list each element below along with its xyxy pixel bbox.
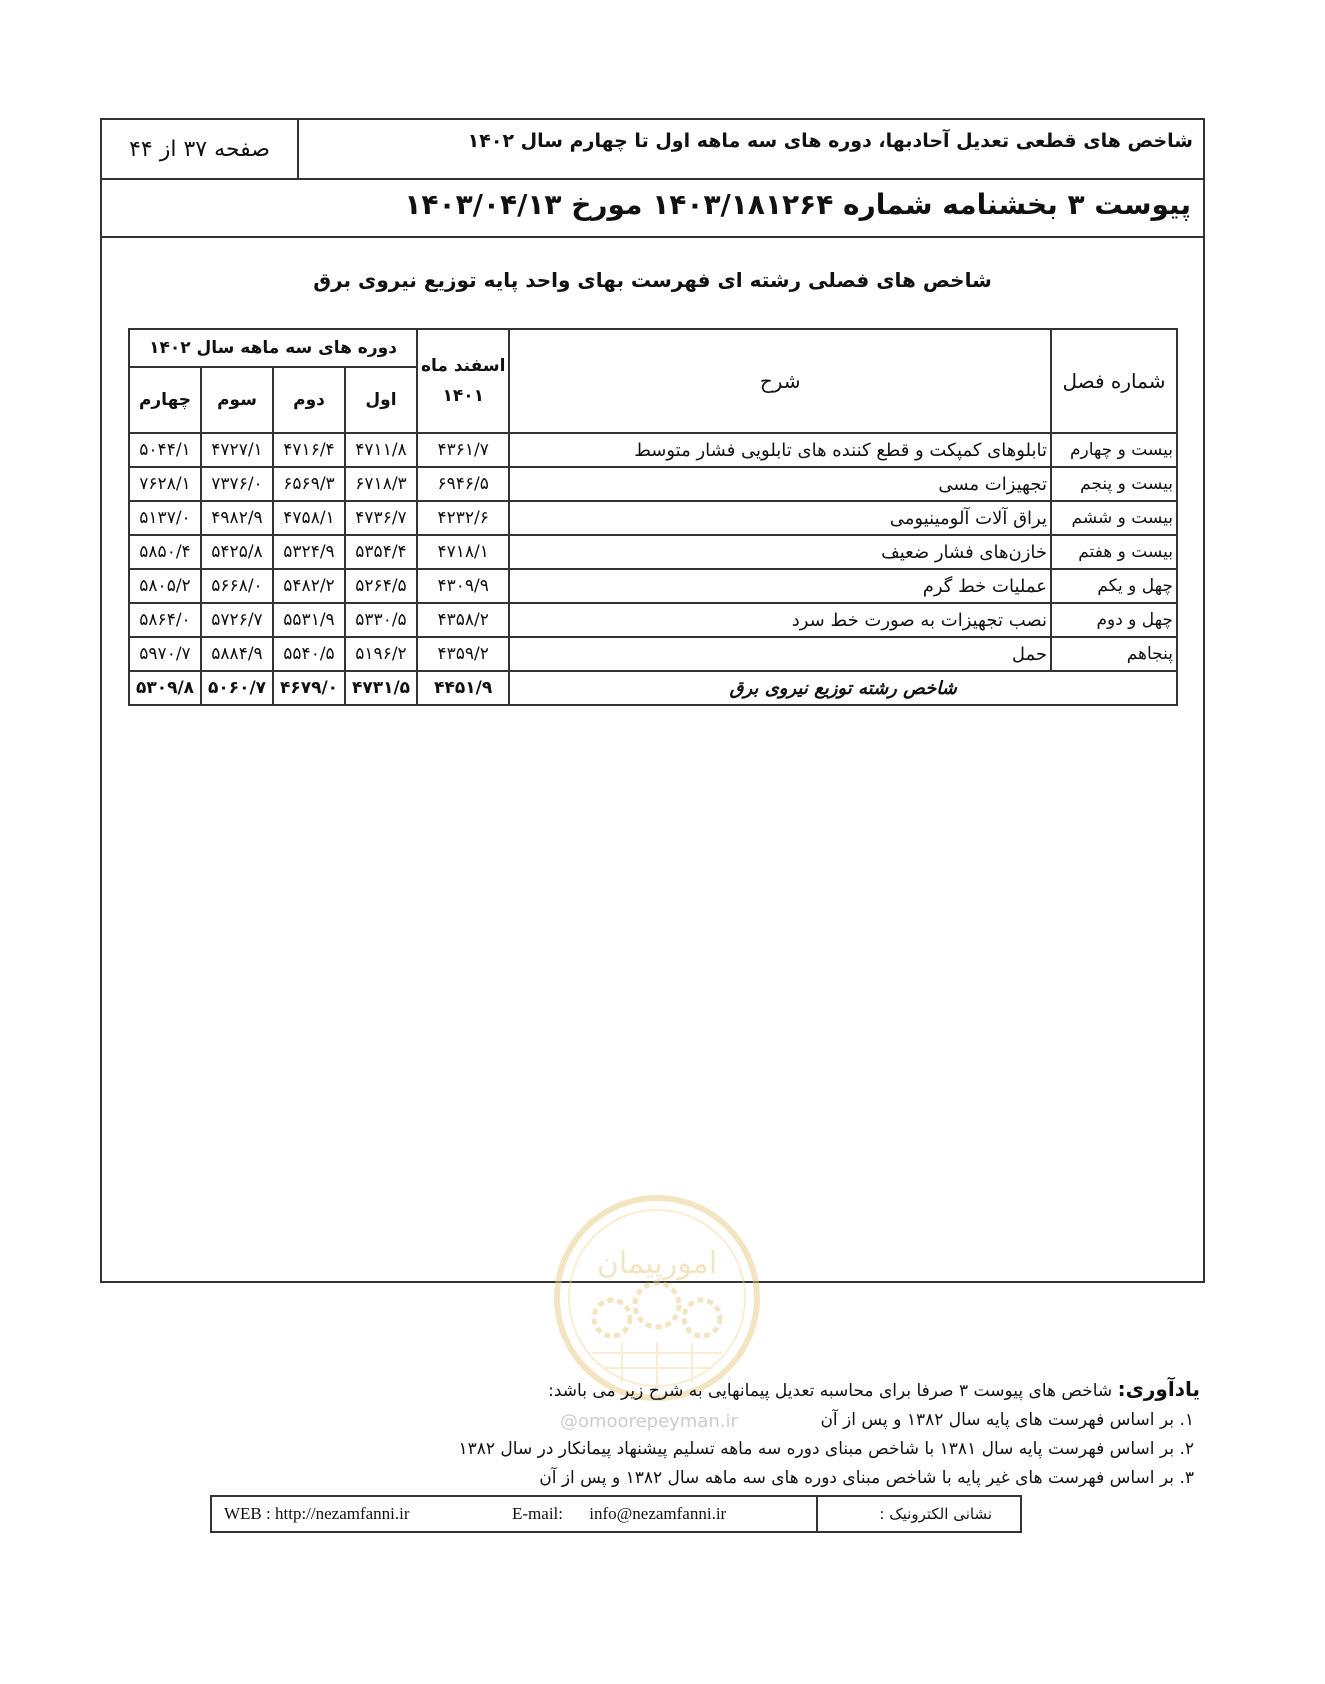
table-row bbox=[129, 535, 1177, 569]
cell-base: ۶۹۴۶/۵ bbox=[417, 467, 509, 501]
cell-q4: ۷۶۲۸/۱ bbox=[129, 467, 201, 501]
notes-intro: شاخص های پیوست ۳ صرفا برای محاسبه تعدیل پیمانهایی به شرح زیر می باشد: bbox=[548, 1381, 1113, 1401]
table-header-row bbox=[129, 329, 1177, 367]
cell-chapter: چهل و دوم bbox=[1051, 603, 1177, 637]
col-header-base-line2: ۱۴۰۱ bbox=[442, 386, 484, 406]
table-row bbox=[129, 467, 1177, 501]
cell-description: نصب تجهیزات به صورت خط سرد bbox=[509, 603, 1051, 637]
annex-title: پیوست ۳ بخشنامه شماره ۱۴۰۳/۱۸۱۲۶۴ مورخ ۱۴۰۳/۰۴/۱۳ bbox=[404, 188, 1191, 221]
cell-q3: ۴۹۸۲/۹ bbox=[201, 501, 273, 535]
col-header-q2: دوم bbox=[273, 367, 345, 433]
cell-description: تجهیزات مسی bbox=[509, 467, 1051, 501]
cell-total-q2: ۴۶۷۹/۰ bbox=[273, 671, 345, 705]
annex-row bbox=[102, 180, 1203, 238]
cell-description: تابلوهای کمپکت و قطع کننده های تابلویی فشار متوسط bbox=[509, 433, 1051, 467]
cell-q4: ۵۸۵۰/۴ bbox=[129, 535, 201, 569]
cell-chapter: بیست و هفتم bbox=[1051, 535, 1177, 569]
cell-q3: ۵۸۸۴/۹ bbox=[201, 637, 273, 671]
note-item: ۲. بر اساس فهرست پایه سال ۱۳۸۱ با شاخص مبنای دوره سه ماهه تسلیم پیشنهاد پیمانکار در سال ۱۳۸۲ bbox=[458, 1439, 1194, 1459]
table-row bbox=[129, 637, 1177, 671]
note-item: ۳. بر اساس فهرست های غیر پایه با شاخص مبنای دوره های سه ماهه سال ۱۳۸۲ و پس از آن bbox=[539, 1468, 1194, 1488]
cell-q2: ۵۵۴۰/۵ bbox=[273, 637, 345, 671]
cell-description: یراق آلات آلومینیومی bbox=[509, 501, 1051, 535]
col-header-base bbox=[417, 329, 509, 433]
cell-q4: ۵۸۶۴/۰ bbox=[129, 603, 201, 637]
col-header-base-line1: اسفند ماه bbox=[421, 356, 506, 376]
page-number: صفحه ۳۷ از ۴۴ bbox=[102, 120, 299, 178]
cell-chapter: بیست و ششم bbox=[1051, 501, 1177, 535]
col-header-q3: سوم bbox=[201, 367, 273, 433]
notes-label: یادآوری: bbox=[1117, 1377, 1200, 1401]
cell-q1: ۵۳۵۴/۴ bbox=[345, 535, 417, 569]
col-header-q4: چهارم bbox=[129, 367, 201, 433]
cell-description: حمل bbox=[509, 637, 1051, 671]
col-header-description: شرح bbox=[509, 329, 1051, 433]
cell-base: ۴۷۱۸/۱ bbox=[417, 535, 509, 569]
cell-chapter: چهل و یکم bbox=[1051, 569, 1177, 603]
notes-section bbox=[440, 1375, 1200, 1493]
cell-q4: ۵۹۷۰/۷ bbox=[129, 637, 201, 671]
cell-q4: ۵۸۰۵/۲ bbox=[129, 569, 201, 603]
cell-q2: ۵۳۲۴/۹ bbox=[273, 535, 345, 569]
cell-q2: ۴۷۵۸/۱ bbox=[273, 501, 345, 535]
table-row bbox=[129, 603, 1177, 637]
table-title: شاخص های فصلی رشته ای فهرست بهای واحد پایه توزیع نیروی برق bbox=[313, 268, 992, 292]
cell-q1: ۵۲۶۴/۵ bbox=[345, 569, 417, 603]
table-row bbox=[129, 433, 1177, 467]
cell-q2: ۵۵۳۱/۹ bbox=[273, 603, 345, 637]
cell-q3: ۷۳۷۶/۰ bbox=[201, 467, 273, 501]
document-title: شاخص های قطعی تعدیل آحادبها، دوره های سه ماهه اول تا چهارم سال ۱۴۰۲ bbox=[467, 130, 1193, 152]
footer-email-label: E-mail: bbox=[512, 1504, 563, 1523]
cell-total-base: ۴۴۵۱/۹ bbox=[417, 671, 509, 705]
cell-q3: ۴۷۲۷/۱ bbox=[201, 433, 273, 467]
cell-total-q3: ۵۰۶۰/۷ bbox=[201, 671, 273, 705]
header-row bbox=[102, 120, 1203, 180]
footer-email-link[interactable]: info@nezamfanni.ir bbox=[589, 1504, 727, 1523]
cell-q1: ۴۷۱۱/۸ bbox=[345, 433, 417, 467]
cell-total-q4: ۵۳۰۹/۸ bbox=[129, 671, 201, 705]
col-header-q1: اول bbox=[345, 367, 417, 433]
cell-q4: ۵۱۳۷/۰ bbox=[129, 501, 201, 535]
cell-q2: ۵۴۸۲/۲ bbox=[273, 569, 345, 603]
cell-base: ۴۲۳۲/۶ bbox=[417, 501, 509, 535]
cell-base: ۴۳۵۹/۲ bbox=[417, 637, 509, 671]
footer-contact bbox=[210, 1495, 1022, 1533]
cell-description: خازن‌های فشار ضعیف bbox=[509, 535, 1051, 569]
cell-chapter: بیست و چهارم bbox=[1051, 433, 1177, 467]
footer-web-link[interactable]: WEB : http://nezamfanni.ir bbox=[224, 1504, 410, 1523]
cell-q1: ۵۱۹۶/۲ bbox=[345, 637, 417, 671]
cell-q3: ۵۶۶۸/۰ bbox=[201, 569, 273, 603]
cell-q1: ۴۷۳۶/۷ bbox=[345, 501, 417, 535]
cell-total-q1: ۴۷۳۱/۵ bbox=[345, 671, 417, 705]
cell-base: ۴۳۶۱/۷ bbox=[417, 433, 509, 467]
cell-q1: ۶۷۱۸/۳ bbox=[345, 467, 417, 501]
col-header-chapter: شماره فصل bbox=[1051, 329, 1177, 433]
cell-q3: ۵۴۲۵/۸ bbox=[201, 535, 273, 569]
cell-q3: ۵۷۲۶/۷ bbox=[201, 603, 273, 637]
cell-q4: ۵۰۴۴/۱ bbox=[129, 433, 201, 467]
watermark-site: @omoorepeyman.ir bbox=[560, 1411, 738, 1432]
cell-q2: ۴۷۱۶/۴ bbox=[273, 433, 345, 467]
cell-chapter: پنجاهم bbox=[1051, 637, 1177, 671]
cell-base: ۴۳۵۸/۲ bbox=[417, 603, 509, 637]
cell-total-description: شاخص رشته توزیع نیروی برق bbox=[509, 671, 1177, 705]
cell-chapter: بیست و پنجم bbox=[1051, 467, 1177, 501]
watermark-logo bbox=[552, 1193, 762, 1403]
col-header-periods: دوره های سه ماهه سال ۱۴۰۲ bbox=[129, 329, 417, 367]
cell-q1: ۵۳۳۰/۵ bbox=[345, 603, 417, 637]
table-row bbox=[129, 569, 1177, 603]
cell-q2: ۶۵۶۹/۳ bbox=[273, 467, 345, 501]
notes-intro-line bbox=[440, 1375, 1200, 1406]
cell-description: عملیات خط گرم bbox=[509, 569, 1051, 603]
table-total-row bbox=[129, 671, 1177, 705]
watermark-logo-text: امورپیمان bbox=[596, 1246, 718, 1281]
document-frame bbox=[100, 118, 1205, 1283]
footer-email bbox=[490, 1504, 726, 1524]
footer-label: نشانی الکترونیک : bbox=[816, 1497, 1020, 1531]
note-item: ۱. بر اساس فهرست های پایه سال ۱۳۸۲ و پس از آن bbox=[820, 1410, 1194, 1430]
table-row bbox=[129, 501, 1177, 535]
index-table bbox=[128, 328, 1178, 706]
cell-base: ۴۳۰۹/۹ bbox=[417, 569, 509, 603]
